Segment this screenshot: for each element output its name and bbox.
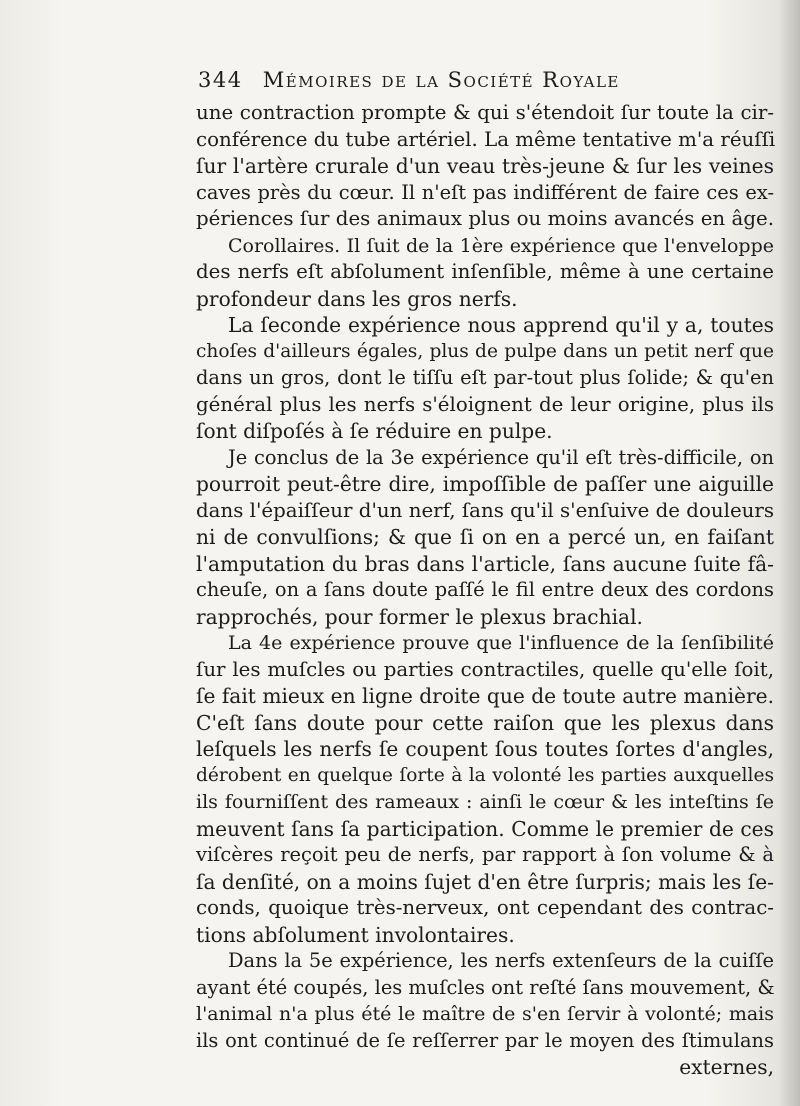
text-line: pourroit peut-être dire, impoſſible de paſſer une aiguille <box>196 472 774 496</box>
text-line: l'animal n'a plus été le maître de s'en ſervir à volonté; mais <box>196 1003 774 1025</box>
text-line: périences ſur des animaux plus ou moins avancés en âge. <box>196 207 774 230</box>
text-line: ſur les muſcles ou parties contractiles, quelle qu'elle ſoit, <box>196 657 774 681</box>
text-line: choſes d'ailleurs égales, plus de pulpe dans un petit nerf que <box>196 340 774 362</box>
text-line: conférence du tube artériel. La même tentative m'a réuſſi <box>196 127 776 151</box>
text-line: conds, quoique très-nerveux, ont cependant des contrac- <box>196 896 774 919</box>
text-line: ſont diſpoſés à ſe réduire en pulpe. <box>196 419 553 443</box>
text-line: ils fourniſſent des rameaux : ainſi le cœur & les inteſtins ſe <box>196 791 774 813</box>
text-line: une contraction prompte & qui s'étendoit ſur toute la cir- <box>196 101 774 124</box>
running-header <box>198 68 758 100</box>
running-title: Mémoires de la Société Royale <box>262 68 620 92</box>
paragraph-start: La 4e expérience prouve que l'influence de la ſenſibilité <box>228 632 774 654</box>
text-line: dérobent en quelque ſorte à la volonté les parties auxquelles <box>196 764 774 786</box>
text-line: rapprochés, pour former le plexus brachial. <box>196 604 643 629</box>
text-line: ſe fait mieux en ligne droite que de toute autre manière. <box>196 684 774 708</box>
text-line: cheuſe, on a ſans doute paſſé le fil entre deux des cordons <box>196 578 774 601</box>
text-line: dans un gros, dont le tiſſu eſt par-tout plus ſolide; & qu'en <box>196 366 774 389</box>
text-line: C'eſt ſans doute pour cette raiſon que les plexus dans <box>196 710 774 735</box>
text-line: ſa denſité, on a moins ſujet d'en être ſurpris; mais les ſe- <box>196 869 774 894</box>
page-body-text <box>196 100 774 1081</box>
text-line: meuvent ſans ſa participation. Comme le premier de ces <box>196 816 774 841</box>
text-line: caves près du cœur. Il n'eſt pas indifférent de faire ces ex- <box>196 180 774 204</box>
text-line: dans l'épaiſſeur d'un nerf, ſans qu'il s'enſuive de douleurs <box>196 498 774 522</box>
text-line: leſquels les nerfs ſe coupent ſous toutes ſortes d'angles, <box>196 737 774 761</box>
text-line: des nerfs eſt abſolument inſenſible, même à une certaine <box>196 260 774 283</box>
text-line: ſur l'artère crurale d'un veau très-jeune & ſur les veines <box>196 154 774 178</box>
text-line: l'amputation du bras dans l'article, ſans aucune ſuite fâ- <box>196 551 774 576</box>
text-line: ils ont continué de ſe reſſerrer par le moyen des ſtimulans <box>196 1028 774 1052</box>
paragraph-start: La ſeconde expérience nous apprend qu'il y a, toutes <box>228 313 774 337</box>
text-line: profondeur dans les gros nerfs. <box>196 286 518 311</box>
paragraph-start: Je conclus de la 3e expérience qu'il eſt très-difficile, on <box>228 445 774 469</box>
catchword: externes, <box>679 1055 774 1079</box>
corollaries-paragraph-start: Corollaires. Il ſuit de la 1ère expérience que l'enveloppe <box>228 234 774 257</box>
page-spine-shadow <box>778 0 800 1106</box>
text-line: ayant été coupés, les muſcles ont reſté ſans mouvement, & <box>196 975 775 999</box>
text-line: général plus les nerfs s'éloignent de leur origine, plus ils <box>196 392 774 416</box>
paragraph-start: Dans la 5e expérience, les nerfs extenſeurs de la cuiſſe <box>228 949 774 972</box>
text-line: ni de convulſions; & que ſi on en a percé un, en faiſant <box>196 525 774 549</box>
page-number: 344 <box>198 68 243 92</box>
text-line: tions abſolument involontaires. <box>196 922 515 947</box>
text-line: viſcères reçoit peu de nerfs, par rapport à ſon volume & à <box>196 843 774 866</box>
